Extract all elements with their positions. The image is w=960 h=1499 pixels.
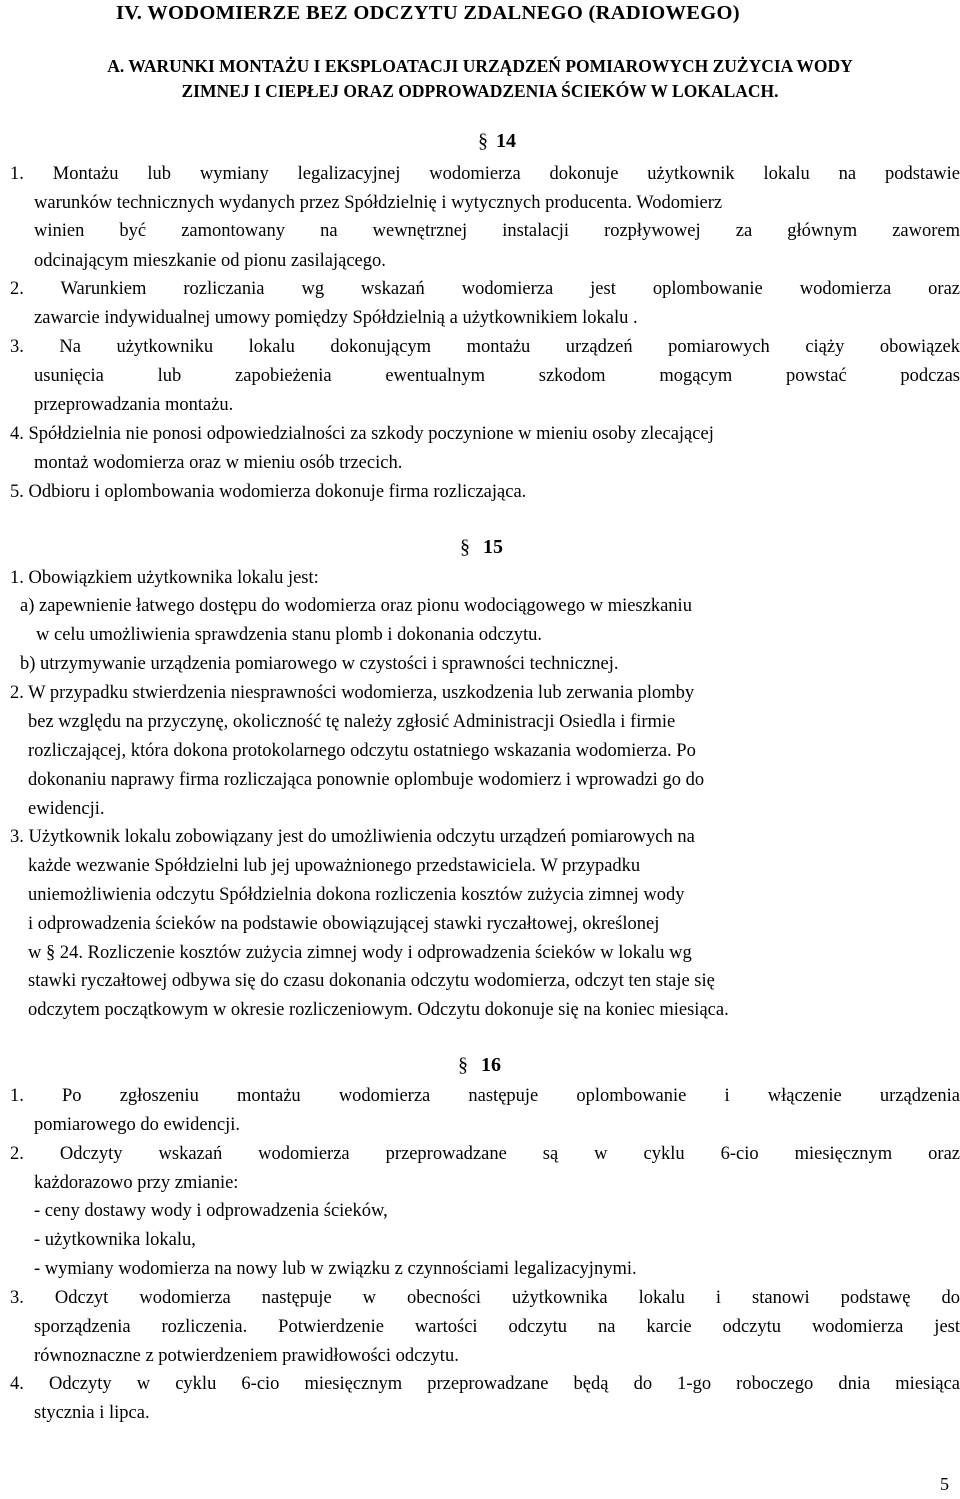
p16-line: - wymiany wodomierza na nowy lub w związku z czynnościami legalizacyjnymi. — [34, 1259, 637, 1279]
p14-line: warunków technicznych wydanych przez Spółdzielnię i wytycznych producenta. Wodomierz — [34, 193, 723, 213]
p15-line: dokonaniu naprawy firma rozliczająca ponownie oplombuje wodomierz i wprowadzi go do — [28, 770, 705, 790]
p14-line: zawarcie indywidualnej umowy pomiędzy Spółdzielnią a użytkownikiem lokalu . — [34, 308, 638, 328]
p16-line: równoznaczne z potwierdzeniem prawidłowości odczytu. — [34, 1346, 459, 1366]
p14-line: usunięcia lub zapobieżenia ewentualnym szkodom mogącym powstać podczas — [34, 366, 960, 386]
p15-line: a) zapewnienie łatwego dostępu do wodomierza oraz pionu wodociągowego w mieszkaniu — [20, 596, 692, 616]
paragraph-16-heading — [458, 1054, 501, 1077]
p15-line: stawki ryczałtowej odbywa się do czasu dokonania odczytu wodomierza, odczyt ten staje się — [28, 971, 715, 991]
p15-line: rozliczającej, która dokona protokolarnego odczytu ostatniego wskazania wodomierza. Po — [28, 741, 696, 761]
p14-line: przeprowadzania montażu. — [34, 395, 234, 415]
p16-line: sporządzenia rozliczenia. Potwierdzenie wartości odczytu na karcie odczytu wodomierza jest — [34, 1317, 960, 1337]
section-sign: § — [460, 536, 470, 558]
p16-line: 4. Odczyty w cyklu 6-cio miesięcznym przeprowadzane będą do 1-go roboczego dnia miesiąca — [10, 1374, 960, 1394]
paragraph-number: 16 — [481, 1054, 501, 1076]
p15-line: uniemożliwienia odczytu Spółdzielnia dokona rozliczenia kosztów zużycia zimnej wody — [28, 885, 685, 905]
p15-line: ewidencji. — [28, 799, 105, 819]
p16-line: 1. Po zgłoszeniu montażu wodomierza następuje oplombowanie i włączenie urządzenia — [10, 1086, 960, 1106]
p15-line: i odprowadzenia ścieków na podstawie obowiązującej stawki ryczałtowej, określonej — [28, 914, 660, 934]
p16-line: 3. Odczyt wodomierza następuje w obecności użytkownika lokalu i stanowi podstawę do — [10, 1288, 960, 1308]
p15-line: odczytem początkowym w okresie rozliczeniowym. Odczytu dokonuje się na koniec miesiąca. — [28, 1000, 729, 1020]
p14-line: montaż wodomierza oraz w mieniu osób trzecich. — [34, 453, 403, 473]
p14-line: 1. Montażu lub wymiany legalizacyjnej wodomierza dokonuje użytkownik lokalu na podstawie — [10, 164, 960, 184]
section-sign: § — [458, 1054, 468, 1076]
p16-line: stycznia i lipca. — [34, 1403, 150, 1423]
paragraph-14-heading — [478, 130, 516, 153]
section-subheading-line1: A. WARUNKI MONTAŻU I EKSPLOATACJI URZĄDZEŃ POMIAROWYCH ZUŻYCIA WODY — [107, 56, 853, 76]
p15-line: 2. W przypadku stwierdzenia niesprawności wodomierza, uszkodzenia lub zerwania plomby — [10, 683, 695, 703]
page-number: 5 — [940, 1474, 949, 1494]
p16-line: 2. Odczyty wskazań wodomierza przeprowadzane są w cyklu 6-cio miesięcznym oraz — [10, 1144, 960, 1164]
p14-line: 2. Warunkiem rozliczania wg wskazań wodomierza jest oplombowanie wodomierza oraz — [10, 279, 960, 299]
p14-line: odcinającym mieszkanie od pionu zasilającego. — [34, 251, 386, 271]
chapter-heading: IV. WODOMIERZE BEZ ODCZYTU ZDALNEGO (RADIOWEGO) — [116, 2, 740, 24]
p16-line: każdorazowo przy zmianie: — [34, 1173, 239, 1193]
p15-line: b) utrzymywanie urządzenia pomiarowego w czystości i sprawności technicznej. — [20, 654, 619, 674]
p16-line: - ceny dostawy wody i odprowadzenia ścieków, — [34, 1201, 388, 1221]
p15-line: 1. Obowiązkiem użytkownika lokalu jest: — [10, 568, 319, 588]
p15-line: w celu umożliwienia sprawdzenia stanu plomb i dokonania odczytu. — [36, 625, 543, 645]
paragraph-number: 14 — [496, 130, 516, 152]
p15-line: w § 24. Rozliczenie kosztów zużycia zimnej wody i odprowadzenia ścieków w lokalu wg — [28, 943, 692, 963]
p14-line: winien być zamontowany na wewnętrznej instalacji rozpływowej za głównym zaworem — [34, 221, 960, 241]
p15-line: 3. Użytkownik lokalu zobowiązany jest do umożliwienia odczytu urządzeń pomiarowych na — [10, 827, 695, 847]
p15-line: każde wezwanie Spółdzielni lub jej upoważnionego przedstawiciela. W przypadku — [28, 856, 641, 876]
p15-line: bez względu na przyczynę, okoliczność tę należy zgłosić Administracji Osiedla i firmie — [28, 712, 676, 732]
paragraph-number: 15 — [483, 536, 503, 558]
paragraph-15-heading — [460, 536, 503, 559]
p14-line: 5. Odbioru i oplombowania wodomierza dokonuje firma rozliczająca. — [10, 482, 527, 502]
p14-line: 3. Na użytkowniku lokalu dokonującym montażu urządzeń pomiarowych ciąży obowiązek — [10, 337, 960, 357]
p16-line: pomiarowego do ewidencji. — [34, 1115, 241, 1135]
section-subheading-line2: ZIMNEJ I CIEPŁEJ ORAZ ODPROWADZENIA ŚCIEKÓW W LOKALACH. — [181, 81, 779, 101]
p14-line: 4. Spółdzielnia nie ponosi odpowiedzialności za szkody poczynione w mieniu osoby zlecającej — [10, 424, 714, 444]
p16-line: - użytkownika lokalu, — [34, 1230, 196, 1250]
section-sign: § — [478, 130, 488, 152]
